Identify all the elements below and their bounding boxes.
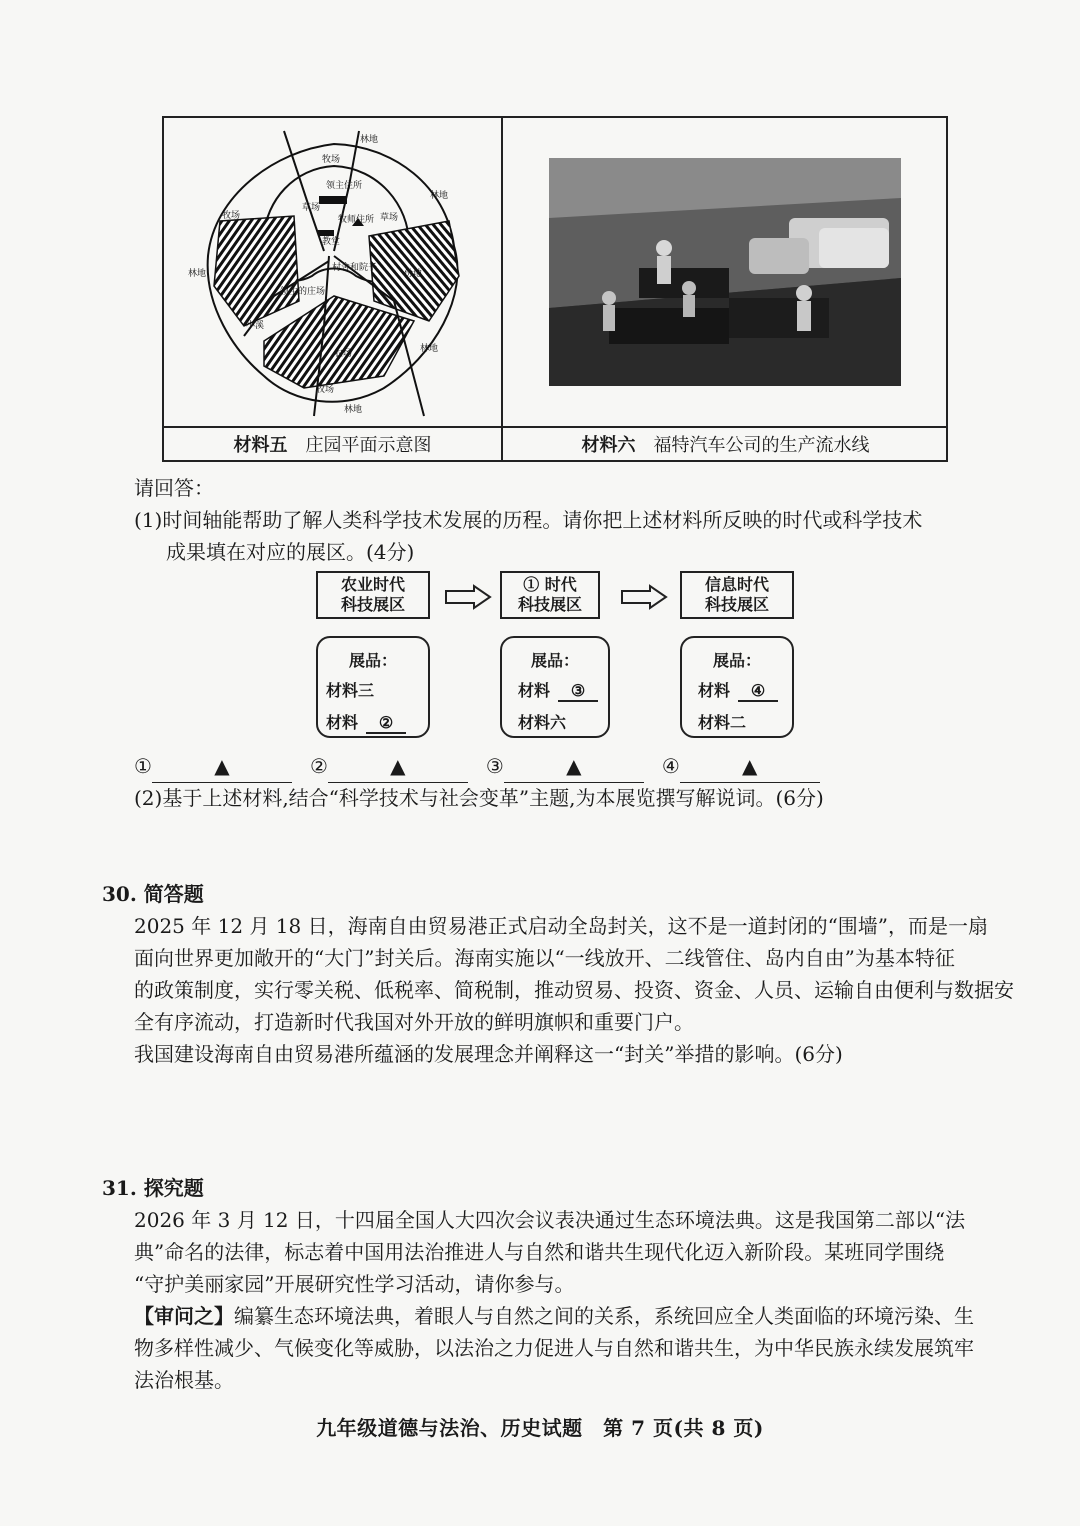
q30-heading: 30. 简答题 [102, 882, 204, 906]
exhibit-title: 展品： [348, 651, 397, 670]
prompt-answer: 请回答： [134, 476, 214, 500]
blank-4: ④ [738, 681, 778, 702]
q31-para-line: “守护美丽家园”开展研究性学习活动，请你参与。 [134, 1272, 575, 1296]
exhibit-title: 展品： [530, 651, 579, 670]
blank-3: ③ [558, 681, 598, 702]
info-era-line1: 信息时代 [704, 575, 769, 594]
q31-para-line: 2026 年 3 月 12 日，十四届全国人大四次会议表决通过生态环境法典。这是我国第二部以“法 [134, 1208, 966, 1232]
section-tag: 【审问之】 [134, 1304, 234, 1328]
page-footer: 九年级道德与法治、历史试题 第 7 页(共 8 页) [316, 1416, 764, 1440]
q30-question: 我国建设海南自由贸易港所蕴涵的发展理念并阐释这一“封关”举措的影响。(6分) [134, 1042, 843, 1066]
q31-text: 编纂生态环境法典，着眼人与自然之间的关系，系统回应全人类面临的环境污染、生 [234, 1304, 974, 1328]
answer-blanks-row [134, 750, 838, 783]
q1-line1: (1)时间轴能帮助了解人类科学技术发展的历程。请你把上述材料所反映的时代或科学技术 [134, 508, 923, 532]
map-label-stream: 小溪 [246, 321, 265, 331]
figure-divider [501, 118, 503, 460]
map-label-farmland: 农场 [334, 349, 353, 359]
map-label-forest-right: 林地 [430, 191, 449, 201]
exhibit-item: 材料 [326, 713, 359, 732]
blank-2: ② [366, 713, 406, 734]
material5-caption [164, 430, 501, 462]
q30-para-line: 全有序流动，打造新时代我国对外开放的鲜明旗帜和重要门户。 [134, 1010, 694, 1034]
exhibit-box-era1 [500, 636, 610, 738]
map-label-lord-farm: 领主的庄场 [280, 287, 326, 297]
answer-number: ④ [661, 754, 680, 778]
answer-number: ① [134, 754, 152, 778]
material6-caption [503, 430, 948, 462]
q31-para-line: 法治根基。 [134, 1368, 234, 1392]
q30-para-line: 2025 年 12 月 18 日，海南自由贸易港正式启动全岛封关，这不是一道封闭的“围墙”，而是一扇 [134, 914, 989, 938]
arrow-right-icon [620, 584, 668, 610]
materials-figure-box [162, 116, 948, 462]
answer-blank[interactable]: ▲ [328, 750, 468, 783]
map-label-pasture-top: 牧场 [322, 155, 341, 165]
map-label-forest-bottom: 林地 [344, 405, 363, 415]
map-label-forest-right-low: 林地 [420, 344, 439, 354]
map-label-pasture-bottom: 牧场 [316, 385, 335, 395]
answer-blank[interactable]: ▲ [152, 750, 292, 783]
map-label-meadow-right: 草场 [380, 213, 399, 223]
map-label-village-yard: 村舍和院子 [332, 263, 378, 273]
material6-title: 福特汽车公司的生产流水线 [653, 435, 870, 456]
exhibit-title: 展品： [712, 651, 761, 670]
exhibit-item: 材料三 [326, 681, 375, 700]
q1-line2: 成果填在对应的展区。(4分) [166, 540, 415, 564]
material5-label: 材料五 [233, 435, 288, 456]
era-1-line1: ① 时代 [523, 575, 577, 594]
exhibit-box-agri [316, 636, 430, 738]
q31-para-line: 典”命名的法律，标志着中国用法治推进人与自然和谐共生现代化迈入新阶段。某班同学围绕 [134, 1240, 945, 1264]
caption-rule [164, 426, 946, 428]
q31-heading: 31. 探究题 [102, 1176, 204, 1200]
answer-number: ② [309, 754, 328, 778]
answer-blank[interactable]: ▲ [504, 750, 644, 783]
era-1-box [500, 571, 600, 619]
map-label-sharecrop: 份地 [404, 269, 423, 279]
agri-era-box [316, 571, 430, 619]
manor-map-diagram [184, 126, 480, 418]
arrow-right-icon [444, 584, 492, 610]
map-label-meadow-left: 草场 [302, 203, 321, 213]
q30-para-line: 的政策制度，实行零关税、低税率、简税制，推动贸易、投资、资金、人员、运输自由便利与数据安 [134, 978, 1014, 1002]
map-label-pasture-left: 牧场 [222, 211, 241, 221]
material6-label: 材料六 [581, 435, 636, 456]
ford-assembly-line-photo [549, 158, 901, 386]
exhibit-item: 材料 [518, 681, 551, 700]
exhibit-item: 材料六 [518, 713, 567, 732]
answer-number: ③ [485, 754, 504, 778]
q30-para-line: 面向世界更加敞开的“大门”封关后。海南实施以“一线放开、二线管住、岛内自由”为基本特征 [134, 946, 955, 970]
material5-title: 庄园平面示意图 [305, 435, 432, 456]
info-era-box [680, 571, 794, 619]
q2-text: (2)基于上述材料,结合“科学技术与社会变革”主题,为本展览撰写解说词。(6分) [134, 786, 824, 810]
q31-para-line [134, 1300, 974, 1332]
map-label-lord-residence: 领主住所 [326, 181, 363, 191]
exhibit-item: 材料 [698, 681, 731, 700]
exhibit-box-info [680, 636, 794, 738]
info-era-line2: 科技展区 [704, 595, 769, 614]
agri-era-line1: 农业时代 [340, 575, 405, 594]
map-label-forest-left: 林地 [188, 269, 207, 279]
map-label-church: 教堂 [322, 237, 341, 247]
era-1-line2: 科技展区 [517, 595, 582, 614]
q31-para-line: 物多样性减少、气候变化等威胁，以法治之力促进人与自然和谐共生，为中华民族永续发展筑牢 [134, 1336, 974, 1360]
map-label-priest-house: 牧师住所 [338, 215, 375, 225]
answer-blank[interactable]: ▲ [680, 750, 820, 783]
map-label-forest-top: 林地 [360, 135, 379, 145]
agri-era-line2: 科技展区 [340, 595, 405, 614]
exhibit-item: 材料二 [698, 713, 747, 732]
